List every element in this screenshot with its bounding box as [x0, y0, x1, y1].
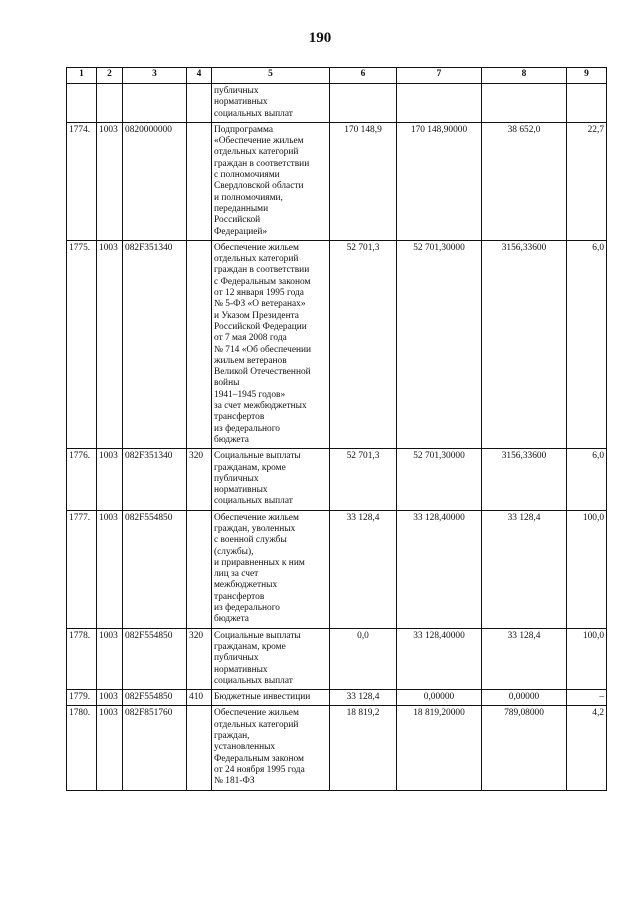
table-row [67, 706, 607, 790]
adjusted-amount: 18 819,20000 [397, 706, 482, 790]
approved-amount: 33 128,4 [330, 510, 397, 628]
row-number: 1779. [67, 690, 97, 706]
target-code: 082F554850 [123, 690, 187, 706]
expense-type-code [187, 706, 212, 790]
execution-percent: 6,0 [567, 240, 607, 448]
target-code: 0820000000 [123, 122, 187, 240]
budget-table [66, 67, 607, 791]
table-row [67, 84, 607, 123]
row-number: 1774. [67, 122, 97, 240]
section-code: 1003 [97, 706, 123, 790]
row-number: 1778. [67, 628, 97, 689]
table-row [67, 122, 607, 240]
column-header-7: 7 [397, 68, 482, 84]
adjusted-amount [397, 84, 482, 123]
expense-type-code [187, 84, 212, 123]
column-header-9: 9 [567, 68, 607, 84]
section-code: 1003 [97, 628, 123, 689]
execution-percent: – [567, 690, 607, 706]
target-code: 082F351340 [123, 449, 187, 510]
execution-percent: 100,0 [567, 628, 607, 689]
section-code [97, 84, 123, 123]
executed-amount: 0,00000 [482, 690, 567, 706]
header-row [67, 68, 607, 84]
executed-amount: 789,08000 [482, 706, 567, 790]
adjusted-amount: 52 701,30000 [397, 449, 482, 510]
expense-type-code [187, 240, 212, 448]
approved-amount: 170 148,9 [330, 122, 397, 240]
section-code: 1003 [97, 122, 123, 240]
target-code: 082F351340 [123, 240, 187, 448]
item-name: Социальные выплаты гражданам, кроме публичных нормативных социальных выплат [212, 449, 330, 510]
approved-amount [330, 84, 397, 123]
target-code: 082F851760 [123, 706, 187, 790]
item-name: Обеспечение жильем отдельных категорий граждан, установленных Федеральным законом от 24 ноября 1995 года № 181-ФЗ [212, 706, 330, 790]
row-number: 1780. [67, 706, 97, 790]
executed-amount: 38 652,0 [482, 122, 567, 240]
adjusted-amount: 0,00000 [397, 690, 482, 706]
item-name: Бюджетные инвестиции [212, 690, 330, 706]
executed-amount: 3156,33600 [482, 449, 567, 510]
execution-percent: 100,0 [567, 510, 607, 628]
approved-amount: 33 128,4 [330, 690, 397, 706]
column-header-1: 1 [67, 68, 97, 84]
table-row [67, 690, 607, 706]
row-number: 1776. [67, 449, 97, 510]
item-name: Подпрограмма «Обеспечение жильем отдельных категорий граждан в соответствии с полномочиями Свердловской области и полномочиями, переданными Российской Федерацией» [212, 122, 330, 240]
table-row [67, 510, 607, 628]
adjusted-amount: 33 128,40000 [397, 628, 482, 689]
section-code: 1003 [97, 449, 123, 510]
expense-type-code: 320 [187, 449, 212, 510]
expense-type-code [187, 510, 212, 628]
approved-amount: 52 701,3 [330, 240, 397, 448]
section-code: 1003 [97, 240, 123, 448]
approved-amount: 18 819,2 [330, 706, 397, 790]
item-name: Социальные выплаты гражданам, кроме публичных нормативных социальных выплат [212, 628, 330, 689]
row-number: 1775. [67, 240, 97, 448]
column-header-8: 8 [482, 68, 567, 84]
column-header-6: 6 [330, 68, 397, 84]
item-name: Обеспечение жильем граждан, уволенных с военной службы (службы), и приравненных к ним лиц за счет межбюджетных трансфертов из федерального бюджета [212, 510, 330, 628]
adjusted-amount: 33 128,40000 [397, 510, 482, 628]
section-code: 1003 [97, 510, 123, 628]
row-number: 1777. [67, 510, 97, 628]
row-number [67, 84, 97, 123]
table-row [67, 449, 607, 510]
executed-amount [482, 84, 567, 123]
execution-percent: 6,0 [567, 449, 607, 510]
approved-amount: 0,0 [330, 628, 397, 689]
target-code: 082F554850 [123, 628, 187, 689]
item-name: публичных нормативных социальных выплат [212, 84, 330, 123]
approved-amount: 52 701,3 [330, 449, 397, 510]
section-code: 1003 [97, 690, 123, 706]
execution-percent [567, 84, 607, 123]
target-code: 082F554850 [123, 510, 187, 628]
executed-amount: 33 128,4 [482, 510, 567, 628]
column-header-3: 3 [123, 68, 187, 84]
table-body [67, 84, 607, 791]
adjusted-amount: 170 148,90000 [397, 122, 482, 240]
page-number: 190 [308, 30, 332, 46]
item-name: Обеспечение жильем отдельных категорий граждан в соответствии с Федеральным законом от 12 января 1995 года № 5-ФЗ «О ветеранах» и Указом Президента Российской Федерации от 7 мая 2008 года № 714 «Об обеспечении жильем ветеранов Великой Отечественной войны 1941–1945 годов» за счет межбюджетных трансфертов из федерального бюджета [212, 240, 330, 448]
column-header-5: 5 [212, 68, 330, 84]
table-row [67, 240, 607, 448]
target-code [123, 84, 187, 123]
expense-type-code: 410 [187, 690, 212, 706]
executed-amount: 33 128,4 [482, 628, 567, 689]
executed-amount: 3156,33600 [482, 240, 567, 448]
execution-percent: 4,2 [567, 706, 607, 790]
column-header-4: 4 [187, 68, 212, 84]
expense-type-code: 320 [187, 628, 212, 689]
column-header-2: 2 [97, 68, 123, 84]
expense-type-code [187, 122, 212, 240]
table-row [67, 628, 607, 689]
execution-percent: 22,7 [567, 122, 607, 240]
adjusted-amount: 52 701,30000 [397, 240, 482, 448]
